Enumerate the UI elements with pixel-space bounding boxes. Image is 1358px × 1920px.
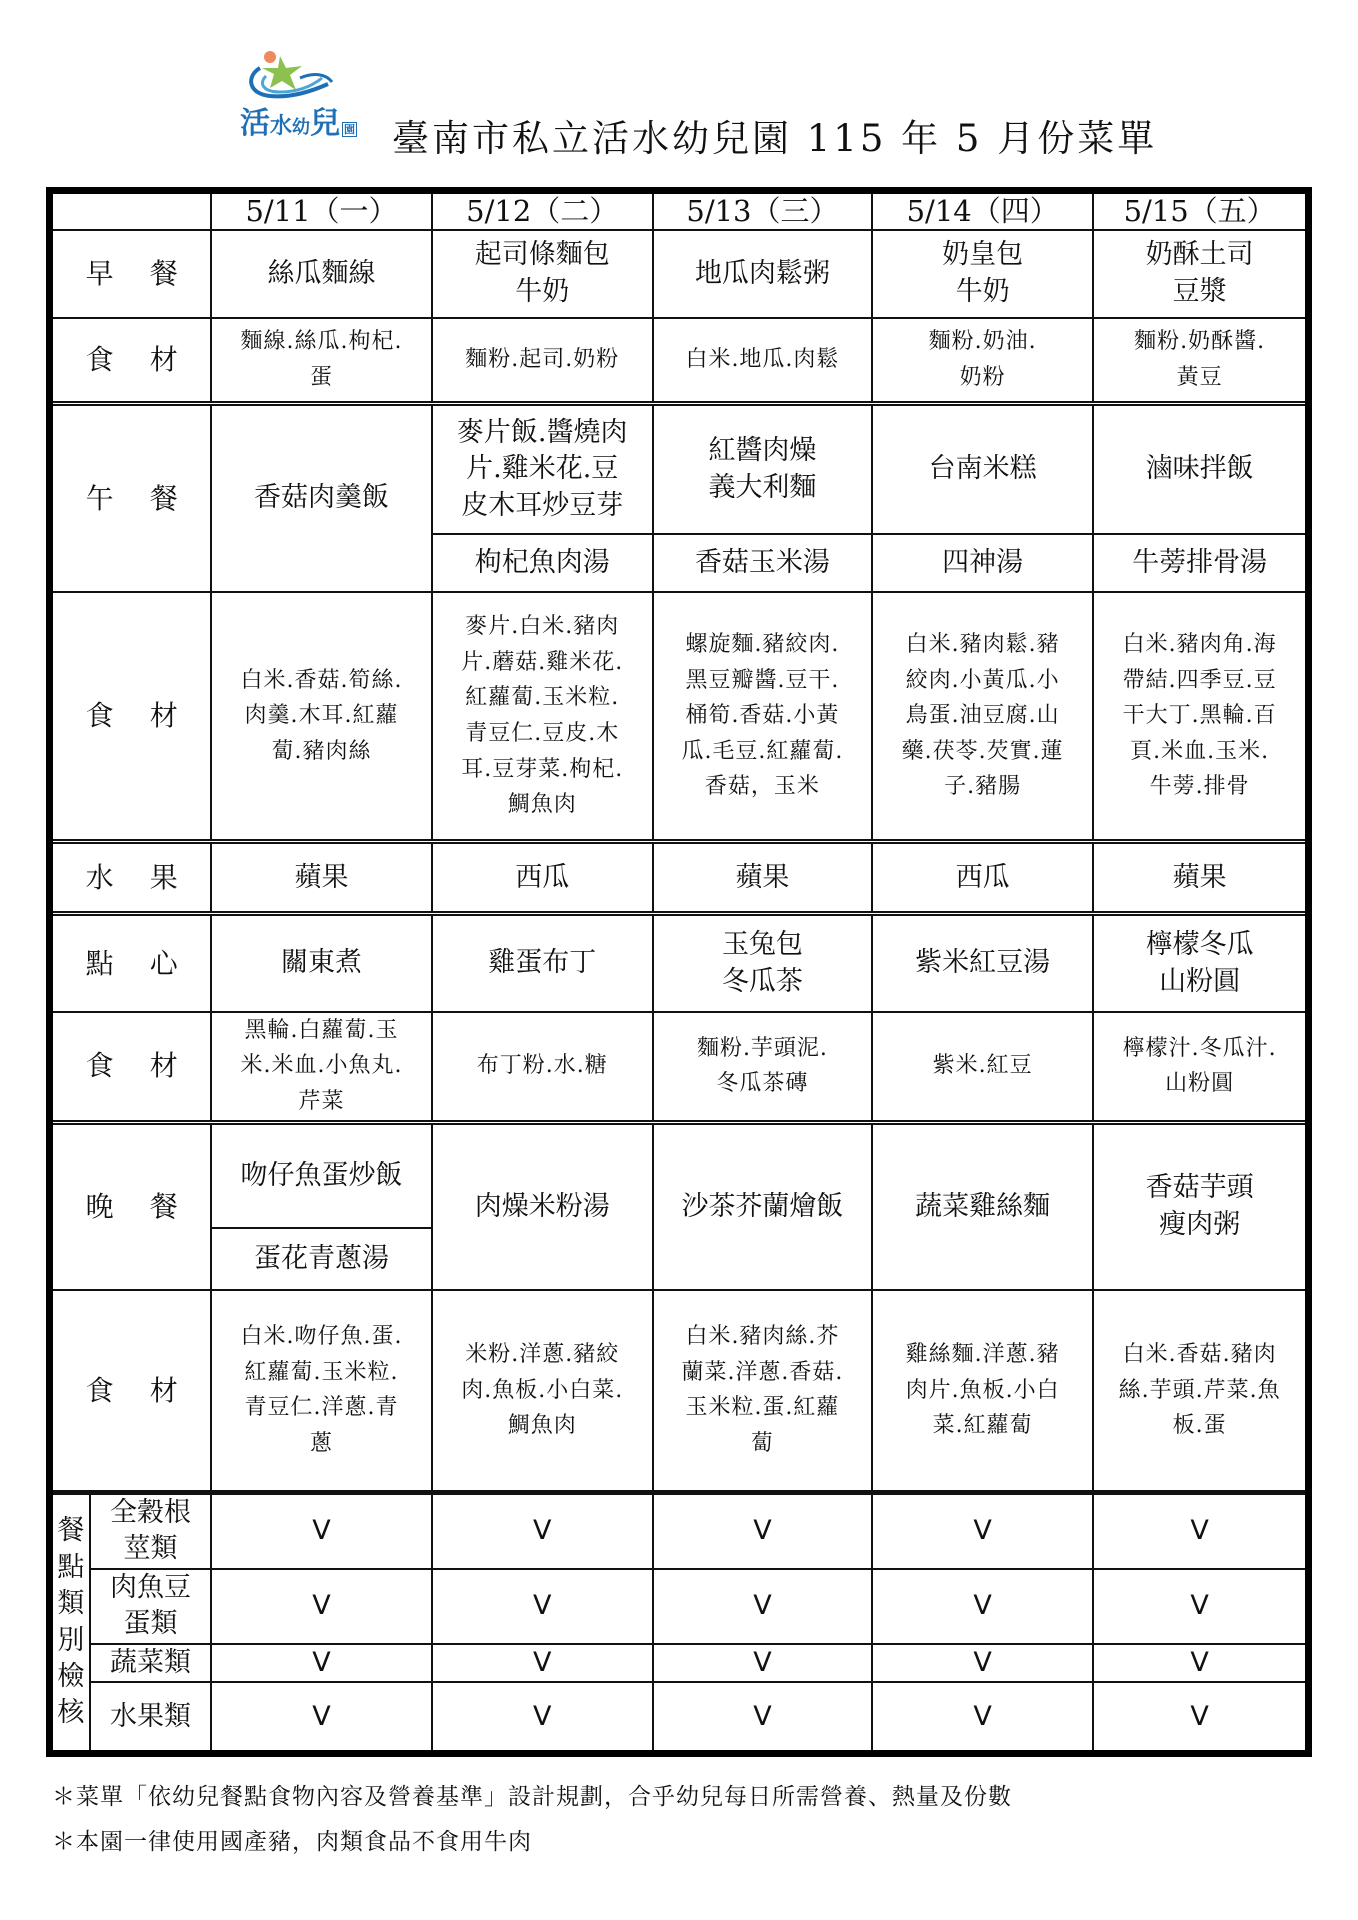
fruit-cell: 蘋果 bbox=[1093, 842, 1308, 914]
check-mark: V bbox=[1093, 1682, 1308, 1754]
soup-cell: 四神湯 bbox=[872, 534, 1093, 592]
check-mark: V bbox=[1093, 1492, 1308, 1568]
snack-cell: 關東煮 bbox=[211, 914, 431, 1012]
date-header: 5/12（二） bbox=[432, 191, 653, 230]
header-row bbox=[50, 191, 1309, 230]
ingredient-cell: 白米.地瓜.肉鬆 bbox=[653, 318, 872, 404]
soup-cell: 枸杞魚肉湯 bbox=[432, 534, 653, 592]
menu-table bbox=[46, 187, 1312, 1757]
row-label-ingredients: 食 材 bbox=[50, 1290, 212, 1492]
dinner-row bbox=[50, 1122, 1309, 1228]
check-mark: V bbox=[653, 1644, 872, 1682]
ingredient-cell: 麵粉.芋頭泥. 冬瓜茶磚 bbox=[653, 1012, 872, 1122]
date-header: 5/11（一） bbox=[211, 191, 431, 230]
date-header: 5/15（五） bbox=[1093, 191, 1308, 230]
page-title: 臺南市私立活水幼兒園 115 年 5 月份菜單 bbox=[392, 117, 1158, 160]
row-label-ingredients: 食 材 bbox=[50, 592, 212, 842]
check-mark: V bbox=[1093, 1644, 1308, 1682]
dinner-cell: 肉燥米粉湯 bbox=[432, 1122, 653, 1290]
soup-cell: 蛋花青蔥湯 bbox=[211, 1228, 431, 1290]
logo-char: 兒 bbox=[310, 106, 341, 141]
checklist-group-label: 餐 點 類 別 檢 核 bbox=[50, 1492, 90, 1754]
logo-char: 水 bbox=[270, 114, 293, 139]
checklist-row bbox=[50, 1644, 1309, 1682]
lunch-cell: 紅醬肉燥 義大利麵 bbox=[653, 404, 872, 534]
check-mark: V bbox=[872, 1682, 1093, 1754]
ingredient-cell: 米粉.洋蔥.豬絞 肉.魚板.小白菜. 鯛魚肉 bbox=[432, 1290, 653, 1492]
ingredient-cell: 雞絲麵.洋蔥.豬 肉片.魚板.小白 菜.紅蘿蔔 bbox=[872, 1290, 1093, 1492]
soup-cell: 香菇玉米湯 bbox=[653, 534, 872, 592]
row-label-ingredients: 食 材 bbox=[50, 318, 212, 404]
fruit-row bbox=[50, 842, 1309, 914]
checklist-category: 肉魚豆 蛋類 bbox=[90, 1569, 212, 1644]
fruit-cell: 蘋果 bbox=[653, 842, 872, 914]
footer-note-nutrition: ＊菜單「依幼兒餐點食物內容及營養基準」設計規劃，合乎幼兒每日所需營養、熱量及份數 bbox=[52, 1784, 1012, 1810]
fruit-cell: 蘋果 bbox=[211, 842, 431, 914]
snack-cell: 紫米紅豆湯 bbox=[872, 914, 1093, 1012]
ingredient-cell: 麥片.白米.豬肉 片.蘑菇.雞米花. 紅蘿蔔.玉米粒. 青豆仁.豆皮.木 耳.豆芽菜.枸杞. 鯛魚肉 bbox=[432, 592, 653, 842]
lunch-cell: 麥片飯.醬燒肉 片.雞米花.豆 皮木耳炒豆芽 bbox=[432, 404, 653, 534]
dinner-cell: 吻仔魚蛋炒飯 bbox=[211, 1122, 431, 1228]
ingredient-cell: 螺旋麵.豬絞肉. 黑豆瓣醬.豆干. 桶筍.香菇.小黃 瓜.毛豆.紅蘿蔔. 香菇，玉米 bbox=[653, 592, 872, 842]
ingredient-cell: 麵粉.奶油. 奶粉 bbox=[872, 318, 1093, 404]
snack-ingredients-row bbox=[50, 1012, 1309, 1122]
ingredient-cell: 白米.香菇.筍絲. 肉羹.木耳.紅蘿 蔔.豬肉絲 bbox=[211, 592, 431, 842]
check-mark: V bbox=[653, 1682, 872, 1754]
lunch-cell: 台南米糕 bbox=[872, 404, 1093, 534]
ingredient-cell: 白米.豬肉鬆.豬 絞肉.小黃瓜.小 鳥蛋.油豆腐.山 藥.茯苓.芡實.蓮 子.豬腸 bbox=[872, 592, 1093, 842]
check-mark: V bbox=[432, 1569, 653, 1644]
check-mark: V bbox=[432, 1644, 653, 1682]
breakfast-ingredients-row bbox=[50, 318, 1309, 404]
date-header: 5/14（四） bbox=[872, 191, 1093, 230]
check-mark: V bbox=[872, 1644, 1093, 1682]
checklist-category: 水果類 bbox=[90, 1682, 212, 1754]
row-label-lunch: 午 餐 bbox=[50, 404, 212, 592]
logo-text bbox=[240, 98, 357, 142]
logo-char: 園 bbox=[344, 123, 356, 136]
check-mark: V bbox=[432, 1682, 653, 1754]
breakfast-cell: 絲瓜麵線 bbox=[211, 230, 431, 318]
ingredient-cell: 麵粉.起司.奶粉 bbox=[432, 318, 653, 404]
breakfast-row bbox=[50, 230, 1309, 318]
ingredient-cell: 麵粉.奶酥醬. 黃豆 bbox=[1093, 318, 1308, 404]
fruit-cell: 西瓜 bbox=[872, 842, 1093, 914]
row-label-dinner: 晚 餐 bbox=[50, 1122, 212, 1290]
check-mark: V bbox=[211, 1682, 431, 1754]
breakfast-cell: 起司條麵包 牛奶 bbox=[432, 230, 653, 318]
dinner-cell: 香菇芋頭 瘦肉粥 bbox=[1093, 1122, 1308, 1290]
check-mark: V bbox=[432, 1492, 653, 1568]
breakfast-cell: 地瓜肉鬆粥 bbox=[653, 230, 872, 318]
breakfast-cell: 奶皇包 牛奶 bbox=[872, 230, 1093, 318]
ingredient-cell: 紫米.紅豆 bbox=[872, 1012, 1093, 1122]
ingredient-cell: 白米.豬肉絲.芥 蘭菜.洋蔥.香菇. 玉米粒.蛋.紅蘿 蔔 bbox=[653, 1290, 872, 1492]
row-label-snack: 點 心 bbox=[50, 914, 212, 1012]
date-header: 5/13（三） bbox=[653, 191, 872, 230]
ingredient-cell: 白米.吻仔魚.蛋. 紅蘿蔔.玉米粒. 青豆仁.洋蔥.青 蔥 bbox=[211, 1290, 431, 1492]
kindergarten-logo bbox=[240, 48, 380, 148]
checklist-category: 蔬菜類 bbox=[90, 1644, 212, 1682]
check-mark: V bbox=[653, 1492, 872, 1568]
checklist-row bbox=[50, 1492, 1309, 1568]
dinner-ingredients-row bbox=[50, 1290, 1309, 1492]
ingredient-cell: 布丁粉.水.糖 bbox=[432, 1012, 653, 1122]
check-mark: V bbox=[872, 1492, 1093, 1568]
lunch-ingredients-row bbox=[50, 592, 1309, 842]
corner-cell bbox=[50, 191, 212, 230]
lunch-row bbox=[50, 404, 1309, 534]
ingredient-cell: 白米.香菇.豬肉 絲.芋頭.芹菜.魚 板.蛋 bbox=[1093, 1290, 1308, 1492]
checklist-row bbox=[50, 1569, 1309, 1644]
checklist-row bbox=[50, 1682, 1309, 1754]
lunch-cell: 滷味拌飯 bbox=[1093, 404, 1308, 534]
row-label-breakfast: 早 餐 bbox=[50, 230, 212, 318]
snack-cell: 玉兔包 冬瓜茶 bbox=[653, 914, 872, 1012]
footer-note-pork: ＊本園一律使用國產豬，肉類食品不食用牛肉 bbox=[52, 1829, 532, 1855]
row-label-ingredients: 食 材 bbox=[50, 1012, 212, 1122]
check-mark: V bbox=[211, 1644, 431, 1682]
dinner-cell: 蔬菜雞絲麵 bbox=[872, 1122, 1093, 1290]
ingredient-cell: 白米.豬肉角.海 帶結.四季豆.豆 干大丁.黑輪.百 頁.米血.玉米. 牛蒡.排骨 bbox=[1093, 592, 1308, 842]
fruit-cell: 西瓜 bbox=[432, 842, 653, 914]
row-label-fruit: 水 果 bbox=[50, 842, 212, 914]
snack-cell: 檸檬冬瓜 山粉圓 bbox=[1093, 914, 1308, 1012]
logo-char: 活 bbox=[240, 106, 270, 141]
ingredient-cell: 麵線.絲瓜.枸杞. 蛋 bbox=[211, 318, 431, 404]
checklist-category: 全穀根 莖類 bbox=[90, 1492, 212, 1568]
snack-cell: 雞蛋布丁 bbox=[432, 914, 653, 1012]
snack-row bbox=[50, 914, 1309, 1012]
dinner-cell: 沙茶芥蘭燴飯 bbox=[653, 1122, 872, 1290]
lunch-cell: 香菇肉羹飯 bbox=[211, 404, 431, 592]
check-mark: V bbox=[872, 1569, 1093, 1644]
logo-char: 幼 bbox=[292, 117, 311, 138]
ingredient-cell: 黑輪.白蘿蔔.玉 米.米血.小魚丸. 芹菜 bbox=[211, 1012, 431, 1122]
breakfast-cell: 奶酥土司 豆漿 bbox=[1093, 230, 1308, 318]
soup-cell: 牛蒡排骨湯 bbox=[1093, 534, 1308, 592]
check-mark: V bbox=[211, 1569, 431, 1644]
check-mark: V bbox=[1093, 1569, 1308, 1644]
check-mark: V bbox=[653, 1569, 872, 1644]
ingredient-cell: 檸檬汁.冬瓜汁. 山粉圓 bbox=[1093, 1012, 1308, 1122]
check-mark: V bbox=[211, 1492, 431, 1568]
